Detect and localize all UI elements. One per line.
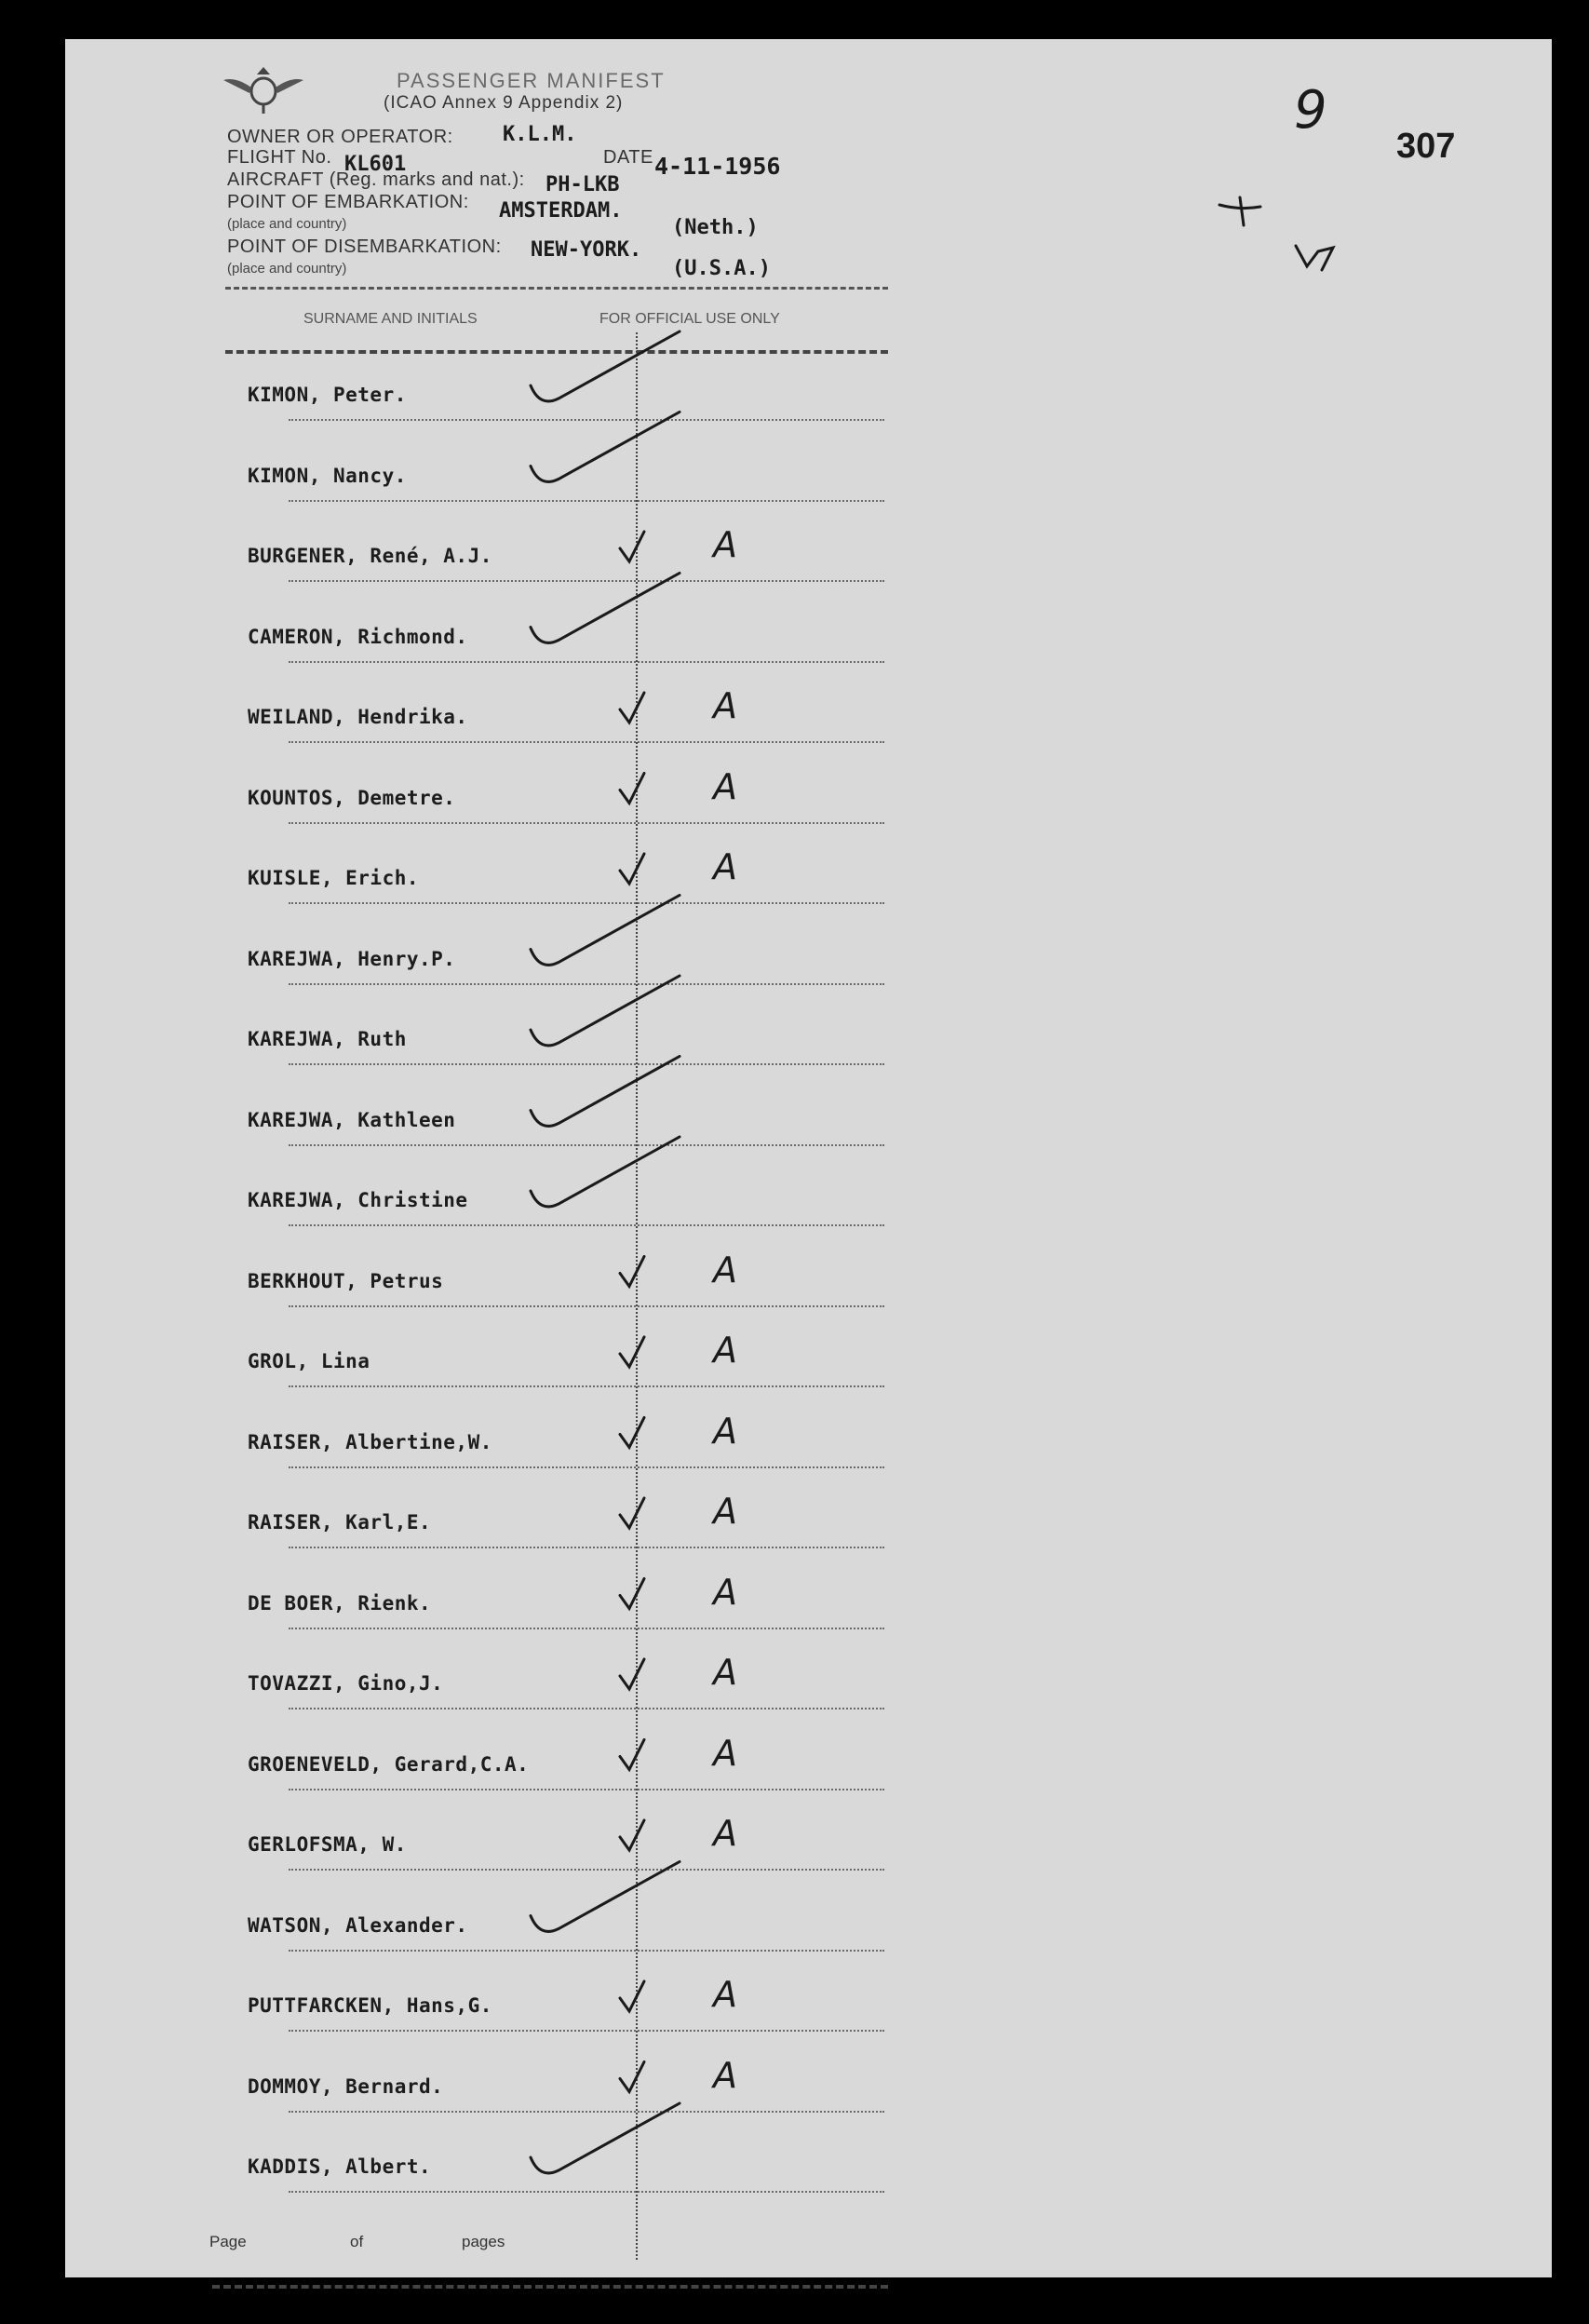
page-number: 307 [1396,127,1456,166]
passenger-name: BERKHOUT, Petrus [248,1269,444,1292]
footer-rule [212,2285,888,2289]
passenger-name: DOMMOY, Bernard. [248,2074,444,2098]
check-mark-icon [620,774,644,804]
check-mark-icon [620,1337,644,1367]
official-mark: A [713,1974,737,2015]
owner-value: K.L.M. [503,123,577,146]
passenger-name: GROL, Lina [248,1350,370,1372]
flight-label: FLIGHT No. [227,147,332,168]
official-mark: A [713,1491,737,1532]
official-mark: A [713,1330,737,1371]
check-mark-icon [620,532,644,561]
embarkation-value: AMSTERDAM. [499,199,623,223]
passenger-name: PUTTFARCKEN, Hans,G. [248,1994,492,2017]
passenger-name: RAISER, Albertine,W. [248,1430,492,1453]
check-mark-icon [620,1498,644,1528]
passenger-name: RAISER, Karl,E. [248,1511,432,1534]
official-mark: A [713,765,737,807]
check-mark-icon [531,976,680,1046]
check-mark-icon [1219,197,1260,225]
manifest-page [65,39,1552,2277]
official-mark: A [713,1249,737,1290]
passenger-name: KIMON, Peter. [248,384,407,406]
check-mark-icon [620,693,644,723]
margin-note: 9 [1294,80,1327,141]
aircraft-label: AIRCRAFT (Reg. marks and nat.): [227,169,525,190]
official-mark: A [713,1652,737,1693]
passenger-name: KAREJWA, Ruth [248,1028,407,1050]
passenger-name: WEILAND, Hendrika. [248,706,468,728]
check-mark-icon [531,1862,680,1932]
owner-label: OWNER OR OPERATOR: [227,127,453,147]
passenger-name: KAREJWA, Christine [248,1189,468,1211]
check-mark-icon [531,412,680,482]
check-mark-icon [620,1579,644,1609]
official-mark: A [713,1571,737,1613]
passenger-name: WATSON, Alexander. [248,1913,468,1937]
check-mark-icon [620,1820,644,1850]
official-mark: A [713,685,737,726]
check-mark-icon [620,1659,644,1689]
column-header-name: SURNAME AND INITIALS [303,311,478,327]
check-mark-icon [531,1137,680,1207]
embarkation-sub: (place and country) [227,216,347,232]
manifest-title: PASSENGER MANIFEST [397,69,666,92]
check-mark-icon [531,1057,680,1127]
manifest-subtitle: (ICAO Annex 9 Appendix 2) [384,93,624,113]
embarkation-label: POINT OF EMBARKATION: [227,192,469,212]
official-mark: A [713,2054,737,2096]
official-mark: A [713,846,737,887]
date-value: 4-11-1956 [654,153,781,180]
passenger-name: KAREJWA, Kathleen [248,1108,456,1131]
official-mark: A [713,1410,737,1452]
passenger-name: CAMERON, Richmond. [248,625,468,648]
passenger-name: KAREJWA, Henry.P. [248,947,456,970]
passenger-name: BURGENER, René, A.J. [248,545,492,567]
official-mark: A [713,1732,737,1774]
footer-pages-label: pages [462,2233,505,2250]
official-mark: A [713,524,737,565]
check-mark-icon [620,1981,644,2011]
date-label: DATE [603,147,653,168]
check-mark-icon [620,1257,644,1287]
passenger-name: KUISLE, Erich. [248,867,420,889]
check-mark-icon [620,1418,644,1448]
check-mark-icon [531,331,680,401]
disembarkation-label: POINT OF DISEMBARKATION: [227,236,502,257]
passenger-name: DE BOER, Rienk. [248,1591,432,1615]
embarkation-country: (Neth.) [672,216,759,239]
check-mark-icon [531,574,680,643]
check-mark-icon [620,1740,644,1770]
official-mark: A [713,1813,737,1854]
passenger-name: TOVAZZI, Gino,J. [248,1672,444,1695]
footer-of-label: of [350,2233,364,2250]
check-mark-icon [620,2062,644,2092]
aircraft-value: PH-LKB [545,173,620,196]
passenger-name: KIMON, Nancy. [248,464,407,487]
column-header-official: FOR OFFICIAL USE ONLY [599,311,780,327]
handwritten-marks [65,39,1552,2277]
passenger-name: KOUNTOS, Demetre. [248,786,456,809]
check-mark-icon [531,2103,680,2173]
passenger-name: GERLOFSMA, W. [248,1833,407,1856]
flight-value: KL601 [344,153,407,176]
footer-page-label: Page [209,2233,247,2250]
disembarkation-country: (U.S.A.) [672,257,771,280]
check-mark-icon [1296,246,1333,270]
check-mark-icon [620,854,644,884]
disembarkation-sub: (place and country) [227,261,347,277]
passenger-name: KADDIS, Albert. [248,2155,432,2178]
passenger-name: GROENEVELD, Gerard,C.A. [248,1752,530,1776]
disembarkation-value: NEW-YORK. [531,238,642,262]
check-mark-icon [531,896,680,966]
